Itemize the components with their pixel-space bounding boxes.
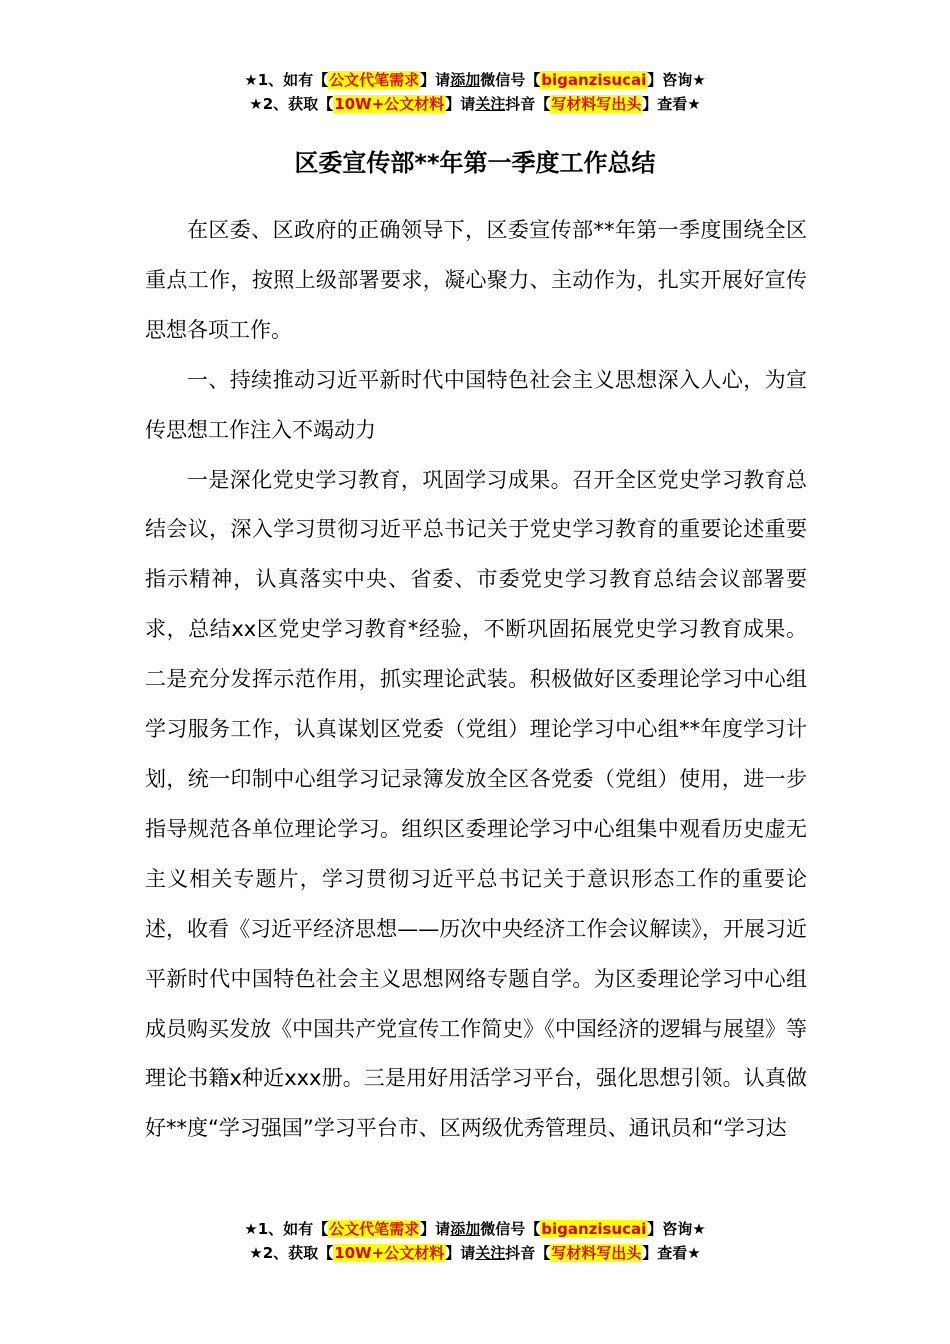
promo-banner-top bbox=[0, 68, 950, 116]
highlight-service: 公文代笔需求 bbox=[329, 71, 420, 89]
promo-line-1: ★1、如有【公文代笔需求】请添加微信号【biganzisucai】咨询★ bbox=[244, 71, 706, 89]
document-body bbox=[145, 206, 807, 1154]
promo-line-2: ★2、获取【10W+公文材料】请关注抖音【写材料写出头】查看★ bbox=[249, 1244, 701, 1262]
highlight-douyin: 写材料写出头 bbox=[551, 1244, 642, 1262]
highlight-materials: 10W+公文材料 bbox=[334, 1244, 445, 1262]
highlight-wechat-id: biganzisucai bbox=[541, 71, 647, 89]
promo-line-2: ★2、获取【10W+公文材料】请关注抖音【写材料写出头】查看★ bbox=[249, 95, 701, 113]
paragraph-section-1: 一是深化党史学习教育，巩固学习成果。召开全区党史学习教育总结会议，深入学习贯彻习近平总书记关于党史学习教育的重要论述重要指示精神，认真落实中央、省委、市委党史学习教育总结会议部署要求，总结xx区党史学习教育*经验，不断巩固拓展党史学习教育成果。二是充分发挥示范作用，抓实理论武装。积极做好区委理论学习中心组学习服务工作，认真谋划区党委（党组）理论学习中心组**年度学习计划，统一印制中心组学习记录簿发放全区各党委（党组）使用，进一步指导规范各单位理论学习。组织区委理论学习中心组集中观看历史虚无主义相关专题片，学习贯彻习近平总书记关于意识形态工作的重要论述，收看《习近平经济思想——历次中央经济工作会议解读》，开展习近平新时代中国特色社会主义思想网络专题自学。为区委理论学习中心组成员购买发放《中国共产党宣传工作简史》《中国经济的逻辑与展望》等理论书籍x种近xxx册。三是用好用活学习平台，强化思想引领。认真做好**度“学习强国”学习平台市、区两级优秀管理员、通讯员和“学习达 bbox=[145, 467, 807, 1141]
promo-banner-bottom bbox=[0, 1217, 950, 1265]
highlight-materials: 10W+公文材料 bbox=[334, 95, 445, 113]
highlight-douyin: 写材料写出头 bbox=[551, 95, 642, 113]
highlight-wechat-id: biganzisucai bbox=[541, 1220, 647, 1238]
paragraph-intro: 在区委、区政府的正确领导下，区委宣传部**年第一季度围绕全区重点工作，按照上级部署要求，凝心聚力、主动作为，扎实开展好宣传思想各项工作。 bbox=[145, 218, 807, 342]
section-heading-1: 一、持续推动习近平新时代中国特色社会主义思想深入人心，为宣传思想工作注入不竭动力 bbox=[145, 367, 807, 442]
highlight-service: 公文代笔需求 bbox=[329, 1220, 420, 1238]
document-title: 区委宣传部**年第一季度工作总结 bbox=[294, 149, 656, 177]
promo-line-1: ★1、如有【公文代笔需求】请添加微信号【biganzisucai】咨询★ bbox=[244, 1220, 706, 1238]
